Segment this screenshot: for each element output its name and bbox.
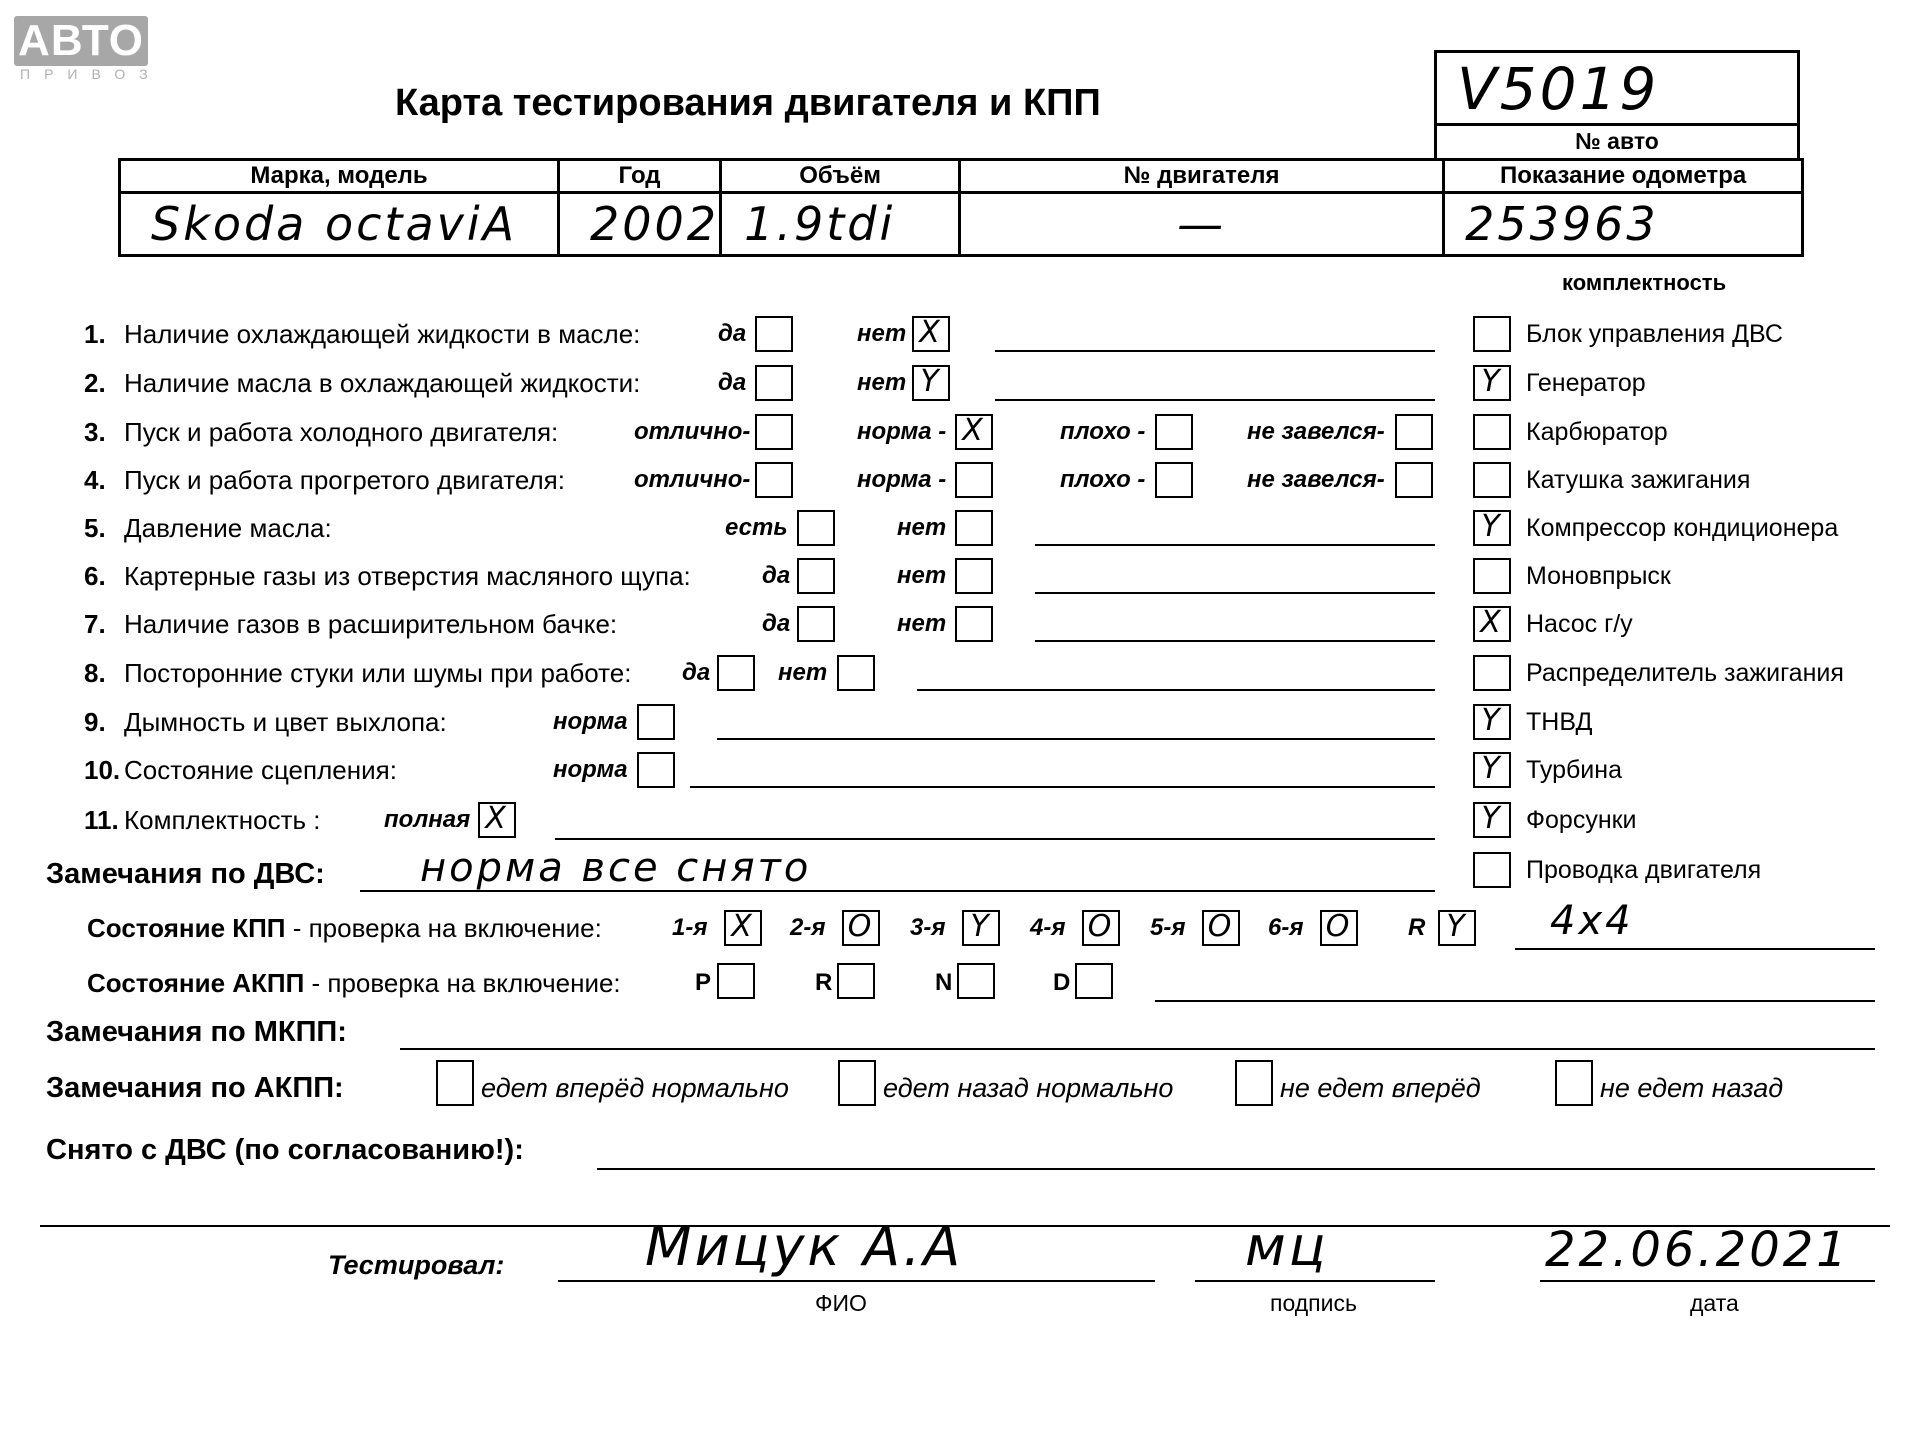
opt-no: нет (897, 562, 947, 589)
item3-normal-checkbox[interactable]: X (955, 414, 993, 450)
kit-checkbox[interactable] (1473, 316, 1511, 352)
item2-no-checkbox[interactable]: Y (912, 365, 950, 401)
brand-value: Skoda octaviA (120, 193, 559, 256)
avto-privoz-logo: АВТО (14, 16, 148, 66)
item-text: Состояние сцепления: (124, 755, 397, 785)
item-number: 6. (84, 561, 106, 591)
car-number-box (1434, 50, 1800, 158)
item8-yes-checkbox[interactable] (717, 655, 755, 691)
akpp-remark-label: не едет вперёд (1280, 1073, 1481, 1103)
kit-item-label: Проводка двигателя (1526, 856, 1762, 884)
kit-checkbox[interactable]: Y (1473, 365, 1511, 401)
checklist-item (84, 752, 397, 788)
item4-bad-checkbox[interactable] (1155, 462, 1193, 498)
akpp-remark-checkbox[interactable] (1235, 1060, 1273, 1106)
akpp-remark-checkbox[interactable] (1555, 1060, 1593, 1106)
volume-value: 1.9tdi (721, 193, 960, 256)
kit-item-label: Катушка зажигания (1526, 466, 1751, 494)
opt-full: полная (384, 806, 471, 833)
gear-label: 5-я (1150, 914, 1186, 941)
opt-yes: да (762, 562, 791, 589)
item4-nostart-checkbox[interactable] (1395, 462, 1433, 498)
item7-yes-checkbox[interactable] (797, 606, 835, 642)
item-number: 7. (84, 609, 106, 639)
kit-title: комплектность (1562, 270, 1727, 295)
checklist-item (84, 510, 332, 546)
kpp-note: 4x4 (1550, 898, 1634, 944)
item-number: 10. (84, 755, 121, 785)
item1-no-checkbox[interactable]: X (912, 316, 950, 352)
item2-yes-checkbox[interactable] (755, 365, 793, 401)
kit-item-label: Моновпрыск (1526, 562, 1671, 590)
item3-bad-checkbox[interactable] (1155, 414, 1193, 450)
item3-excellent-checkbox[interactable] (755, 414, 793, 450)
car-number-value: V5019 (1457, 55, 1660, 123)
item-text: Дымность и цвет выхлопа: (124, 707, 447, 737)
tested-date: 22.06.2021 (1545, 1222, 1850, 1278)
kit-checkbox[interactable]: Y (1473, 704, 1511, 740)
kit-item-label: Турбина (1526, 756, 1622, 784)
gear-checkbox[interactable]: O (842, 910, 880, 946)
item4-normal-checkbox[interactable] (955, 462, 993, 498)
akpp-gear-checkbox[interactable] (837, 963, 875, 999)
item-text: Пуск и работа холодного двигателя: (124, 417, 559, 447)
kit-checkbox[interactable] (1473, 558, 1511, 594)
gear-checkbox[interactable]: O (1082, 910, 1120, 946)
opt-normal: норма - (857, 418, 947, 445)
item-text: Наличие охлаждающей жидкости в масле: (124, 319, 641, 349)
odometer-value: 253963 (1444, 193, 1803, 256)
gear-label: 6-я (1268, 914, 1304, 941)
kit-checkbox[interactable] (1473, 414, 1511, 450)
opt-nostart: не завелся- (1247, 466, 1385, 493)
kit-checkbox[interactable]: Y (1473, 752, 1511, 788)
item-text: Пуск и работа прогретого двигателя: (124, 465, 565, 495)
akpp-row (87, 965, 621, 1001)
gear-label: 3-я (910, 914, 946, 941)
checklist-item (84, 606, 617, 642)
item-number: 11. (84, 805, 119, 835)
gear-label: 2-я (790, 914, 826, 941)
akpp-label: Состояние АКПП (87, 968, 305, 998)
signature: мц (1245, 1215, 1329, 1278)
opt-no: нет (897, 610, 947, 637)
akpp-remark-label: не едет назад (1600, 1073, 1784, 1103)
akpp-gear-checkbox[interactable] (717, 963, 755, 999)
opt-no: нет (857, 320, 907, 347)
akpp-remark-checkbox[interactable] (436, 1060, 474, 1106)
year-label: Год (559, 160, 721, 193)
item3-nostart-checkbox[interactable] (1395, 414, 1433, 450)
engine-number-label: № двигателя (960, 160, 1444, 193)
kit-item-label: Распределитель зажигания (1526, 659, 1844, 687)
checklist-item (84, 462, 565, 498)
kit-item-label: Насос г/у (1526, 610, 1633, 638)
item11-full-checkbox[interactable]: X (478, 802, 516, 838)
item5-present-checkbox[interactable] (797, 510, 835, 546)
akpp-gear-checkbox[interactable] (1075, 963, 1113, 999)
item-number: 9. (84, 707, 106, 737)
year-value: 2002 (559, 193, 721, 256)
opt-norm: норма (553, 708, 628, 735)
akpp-remark-label: едет вперёд нормально (481, 1073, 789, 1103)
item-text: Картерные газы из отверстия масляного щупа: (124, 561, 691, 591)
gear-checkbox[interactable]: O (1202, 910, 1240, 946)
item8-no-checkbox[interactable] (837, 655, 875, 691)
item-number: 4. (84, 465, 106, 495)
mkpp-remarks-label: Замечания по МКПП: (46, 1016, 347, 1048)
removed-label: Снято с ДВС (по согласованию!): (46, 1134, 524, 1166)
akpp-remark-checkbox[interactable] (838, 1060, 876, 1106)
tested-name: Мицук А.А (645, 1215, 964, 1278)
date-label: дата (1690, 1290, 1739, 1316)
gear-label: R (1408, 914, 1426, 941)
kpp-label: Состояние КПП (87, 913, 286, 943)
opt-bad: плохо - (1060, 466, 1146, 493)
kpp-row (87, 910, 602, 946)
item-text: Наличие газов в расширительном бачке: (124, 609, 618, 639)
opt-yes: да (682, 659, 711, 686)
kit-item-label: Блок управления ДВС (1526, 320, 1783, 348)
opt-norm: норма (553, 756, 628, 783)
logo-subtitle: ПРИВОЗ (20, 66, 162, 82)
item7-no-checkbox[interactable] (955, 606, 993, 642)
checklist-item (84, 414, 558, 450)
kit-item-label: Компрессор кондиционера (1526, 514, 1839, 542)
dvs-remarks-value: норма все снято (420, 845, 812, 891)
item-text: Комплектность : (124, 805, 321, 835)
checklist-item (84, 558, 691, 594)
item4-excellent-checkbox[interactable] (755, 462, 793, 498)
kit-item-label: Форсунки (1526, 806, 1637, 834)
gear-label: 4-я (1030, 914, 1066, 941)
item-number: 8. (84, 658, 106, 688)
akpp-remarks-label: Замечания по АКПП: (46, 1072, 344, 1104)
akpp-gear-checkbox[interactable] (957, 963, 995, 999)
item-number: 2. (84, 368, 106, 398)
kit-checkbox[interactable] (1473, 852, 1511, 888)
name-label: ФИО (815, 1290, 867, 1316)
akpp-gear-label: N (935, 969, 953, 996)
sign-label: подпись (1270, 1290, 1357, 1316)
checklist-item (84, 704, 447, 740)
item10-norm-checkbox[interactable] (637, 752, 675, 788)
akpp-gear-label: R (815, 969, 833, 996)
kit-checkbox[interactable] (1473, 462, 1511, 498)
item9-norm-checkbox[interactable] (637, 704, 675, 740)
akpp-gear-label: P (695, 969, 712, 996)
gear-checkbox[interactable]: Y (1438, 910, 1476, 946)
vehicle-header-table (118, 158, 1804, 257)
item6-yes-checkbox[interactable] (797, 558, 835, 594)
engine-number-value: — (960, 193, 1444, 256)
kit-item-label: ТНВД (1526, 708, 1593, 736)
kit-item-label: Генератор (1526, 369, 1646, 397)
odometer-label: Показание одометра (1444, 160, 1803, 193)
page-title: Карта тестирования двигателя и КПП (395, 82, 1101, 124)
volume-label: Объём (721, 160, 960, 193)
checklist-item (84, 365, 640, 401)
checklist-item (84, 802, 321, 838)
opt-present: есть (725, 514, 788, 541)
kit-checkbox[interactable]: X (1473, 606, 1511, 642)
checklist-item (84, 316, 640, 352)
kit-checkbox[interactable]: Y (1473, 802, 1511, 838)
akpp-remark-label: едет назад нормально (883, 1073, 1174, 1103)
item6-no-checkbox[interactable] (955, 558, 993, 594)
item-number: 5. (84, 513, 106, 543)
item-number: 3. (84, 417, 106, 447)
item-text: Давление масла: (124, 513, 332, 543)
kit-checkbox[interactable]: Y (1473, 510, 1511, 546)
brand-label: Марка, модель (120, 160, 559, 193)
gear-checkbox[interactable]: Y (962, 910, 1000, 946)
gear-checkbox[interactable]: O (1320, 910, 1358, 946)
checklist-item (84, 655, 631, 691)
item1-yes-checkbox[interactable] (755, 316, 793, 352)
dvs-remarks-label: Замечания по ДВС: (46, 858, 325, 890)
kit-item-label: Карбюратор (1526, 418, 1668, 446)
opt-no: нет (778, 659, 828, 686)
tested-label: Тестировал: (328, 1250, 505, 1280)
opt-nostart: не завелся- (1247, 418, 1385, 445)
opt-yes: да (718, 320, 747, 347)
opt-excellent: отлично- (634, 418, 751, 445)
item-text: Посторонние стуки или шумы при работе: (124, 658, 632, 688)
akpp-sub: - проверка на включение: (304, 968, 621, 998)
opt-no: нет (857, 369, 907, 396)
opt-no: нет (897, 514, 947, 541)
item-text: Наличие масла в охлаждающей жидкости: (124, 368, 641, 398)
akpp-gear-label: D (1053, 969, 1071, 996)
opt-excellent: отлично- (634, 466, 751, 493)
opt-yes: да (762, 610, 791, 637)
car-number-label: № авто (1575, 128, 1659, 154)
kpp-sub: - проверка на включение: (285, 913, 602, 943)
item5-no-checkbox[interactable] (955, 510, 993, 546)
kit-checkbox[interactable] (1473, 655, 1511, 691)
opt-bad: плохо - (1060, 418, 1146, 445)
item-number: 1. (84, 319, 106, 349)
gear-checkbox[interactable]: X (724, 910, 762, 946)
gear-label: 1-я (672, 914, 708, 941)
opt-normal: норма - (857, 466, 947, 493)
opt-yes: да (718, 369, 747, 396)
